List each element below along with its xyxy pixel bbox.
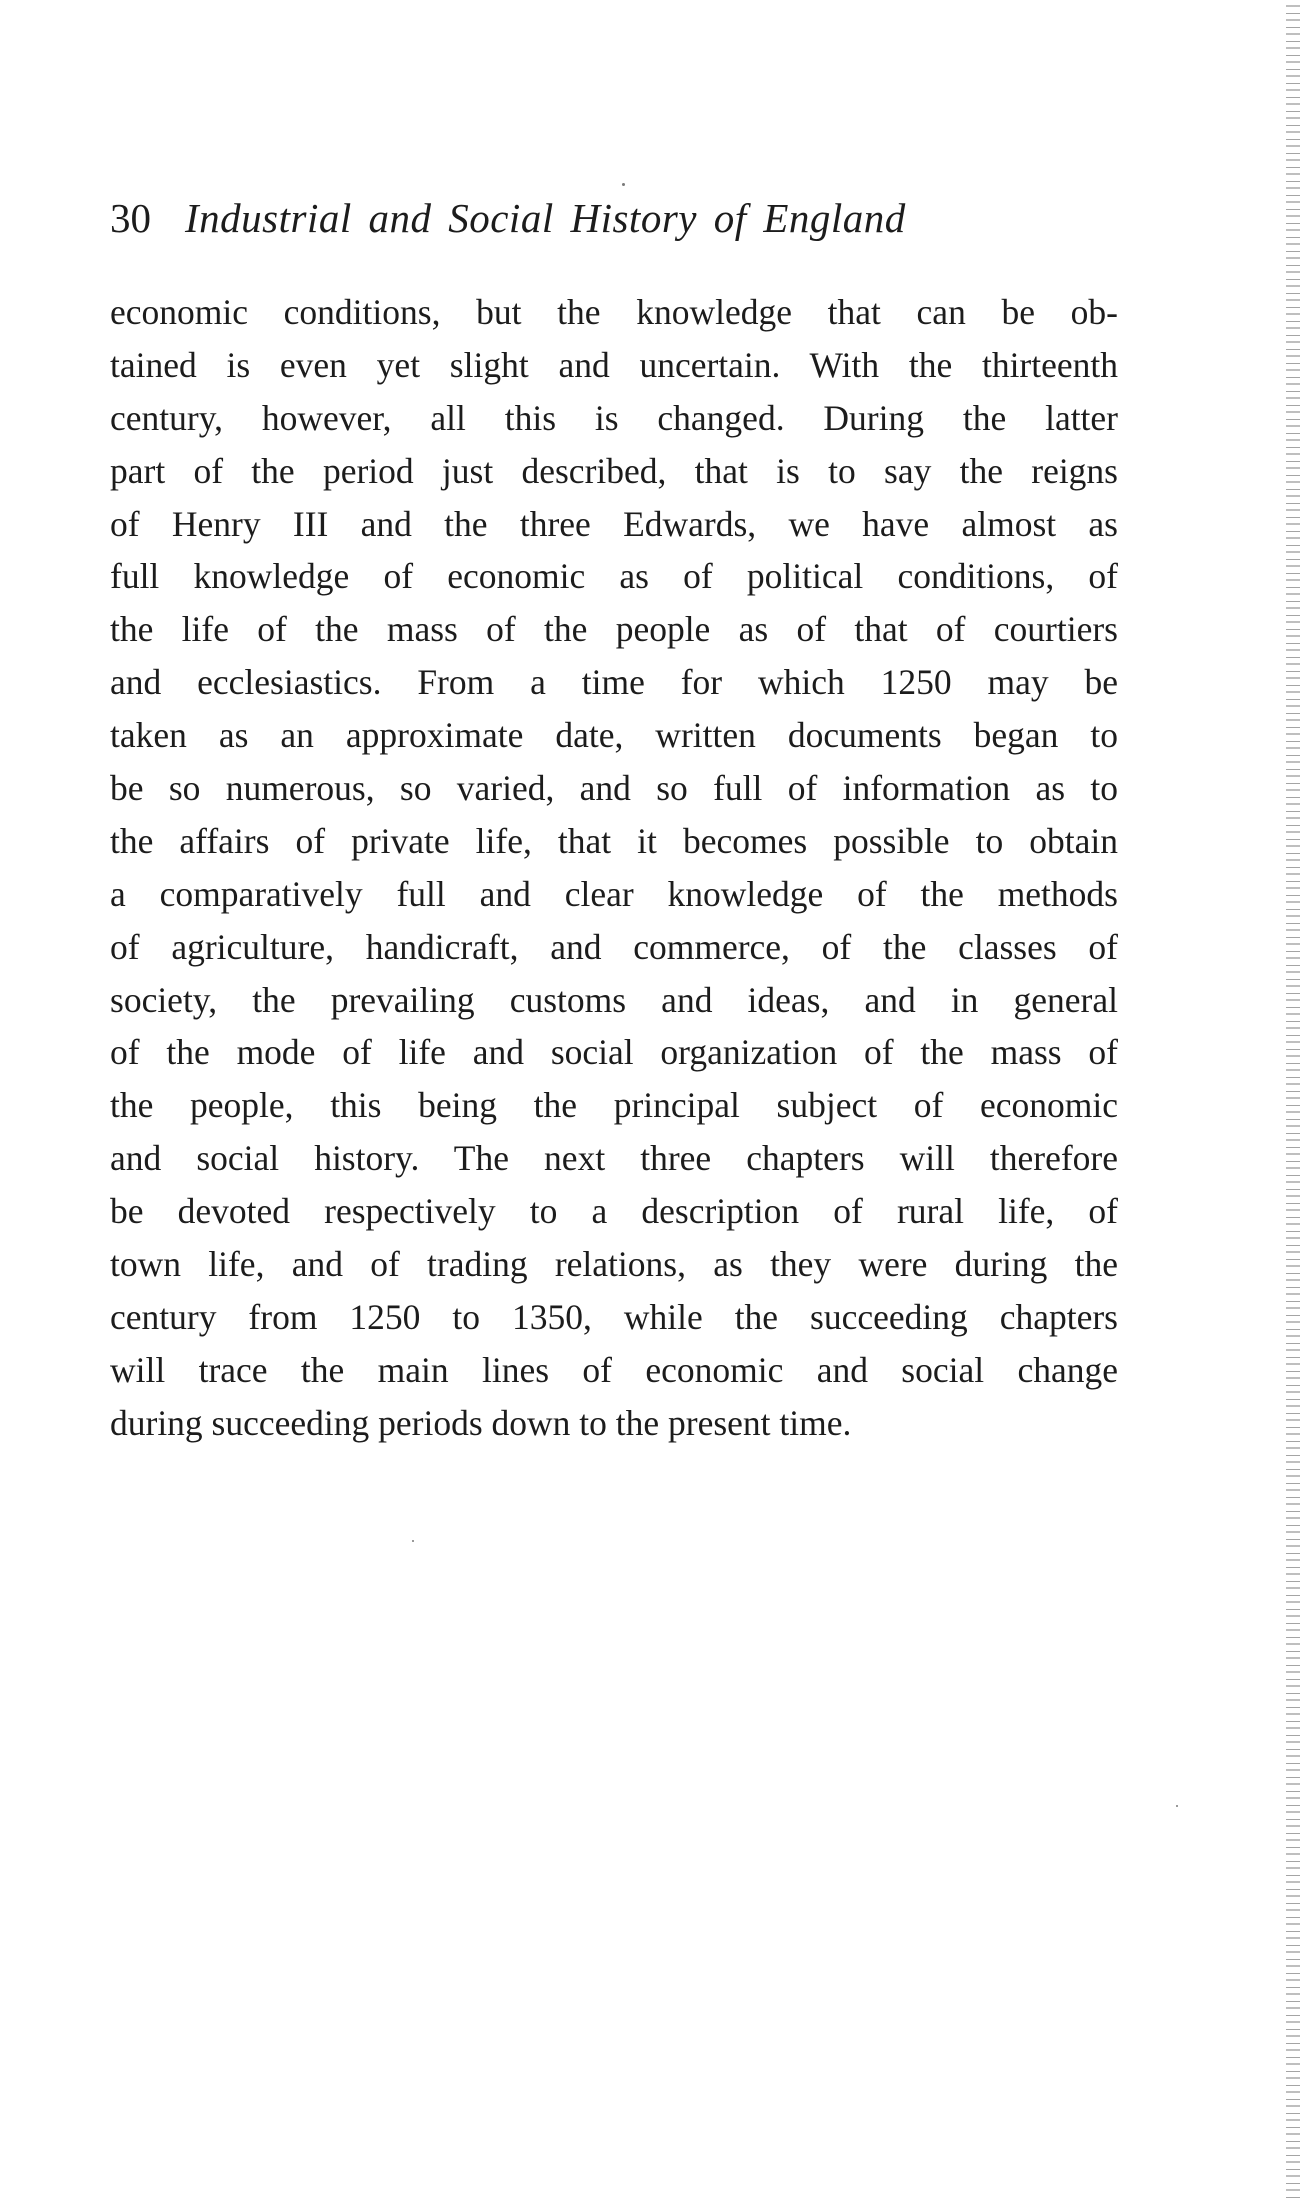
text-line: century, however, all this is changed. During the latter bbox=[110, 397, 1118, 438]
body-paragraph bbox=[110, 286, 1118, 1450]
text-line: century from 1250 to 1350, while the succeeding chapters bbox=[110, 1296, 1118, 1337]
text-line: town life, and of trading relations, as they were during the bbox=[110, 1244, 1118, 1285]
ink-speck bbox=[412, 1540, 414, 1542]
running-head bbox=[110, 188, 1060, 248]
text-line: full knowledge of economic as of political conditions, of bbox=[110, 556, 1118, 597]
ink-speck bbox=[622, 183, 625, 186]
text-line: and social history. The next three chapters will therefore bbox=[110, 1138, 1118, 1179]
page-edge-shadow bbox=[1286, 0, 1300, 2200]
text-line: will trace the main lines of economic and social change bbox=[110, 1349, 1118, 1390]
text-line: tained is even yet slight and uncertain. With the thirteenth bbox=[110, 344, 1118, 385]
text-line: of the mode of life and social organization of the mass of bbox=[110, 1032, 1118, 1073]
ink-speck bbox=[1176, 1805, 1178, 1807]
page-number: 30 bbox=[110, 195, 151, 241]
text-line: part of the period just described, that is to say the reigns bbox=[110, 450, 1118, 491]
text-line: society, the prevailing customs and ideas, and in general bbox=[110, 979, 1118, 1020]
text-line: economic conditions, but the knowledge that can be ob- bbox=[110, 292, 1118, 332]
text-line: taken as an approximate date, written documents began to bbox=[110, 715, 1118, 756]
running-title: Industrial and Social History of England bbox=[185, 195, 906, 241]
text-line: the affairs of private life, that it becomes possible to obtain bbox=[110, 820, 1118, 861]
text-line: of Henry III and the three Edwards, we have almost as bbox=[110, 503, 1118, 544]
text-line: be devoted respectively to a description of rural life, of bbox=[110, 1191, 1118, 1232]
text-line: the people, this being the principal subject of economic bbox=[110, 1085, 1118, 1126]
text-line: be so numerous, so varied, and so full of information as to bbox=[110, 768, 1118, 809]
text-line: of agriculture, handicraft, and commerce, of the classes of bbox=[110, 926, 1118, 967]
text-line: the life of the mass of the people as of that of courtiers bbox=[110, 609, 1118, 650]
text-line: a comparatively full and clear knowledge of the methods bbox=[110, 873, 1118, 914]
text-line-last: during succeeding periods down to the present time. bbox=[110, 1402, 852, 1443]
text-line: and ecclesiastics. From a time for which 1250 may be bbox=[110, 662, 1118, 703]
